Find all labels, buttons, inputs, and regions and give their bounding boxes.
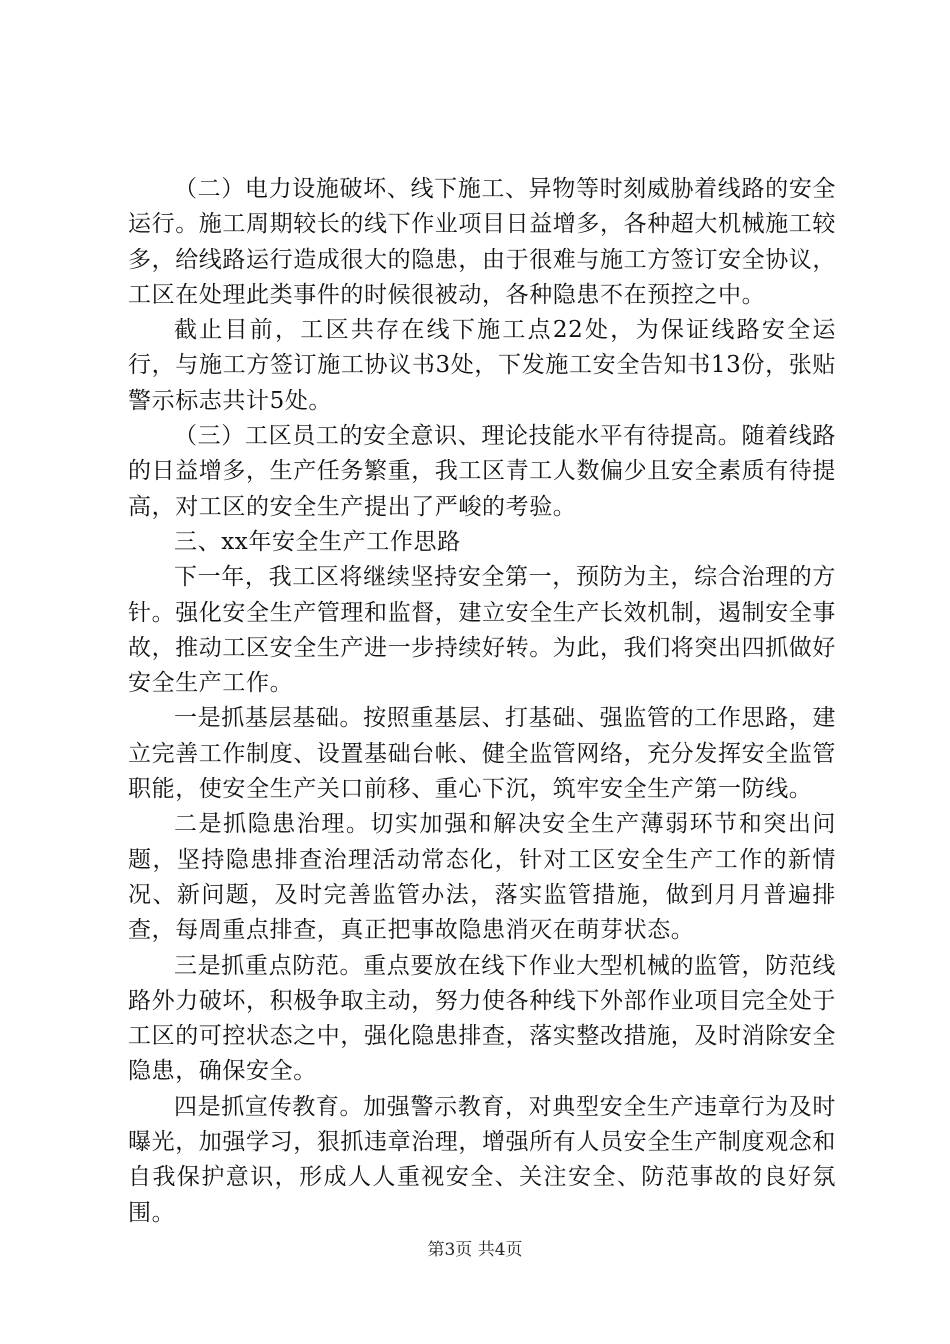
section-heading-work-plan: 三、xx年安全生产工作思路: [174, 528, 461, 555]
paragraph-staff-awareness: （三）工区员工的安全意识、理论技能水平有待提高。随着线路的日益增多，生产任务繁重，我工区青工人数偏少且安全素质有待提高，对工区的安全生产提出了严峻的考验。: [128, 423, 836, 520]
paragraph-key-prevention: 三是抓重点防范。重点要放在线下作业大型机械的监管，防范线路外力破坏，积极争取主动，努力使各种线下外部作业项目完全处于工区的可控状态之中，强化隐患排查，落实整改措施，及时消除安全隐患，确保安全。: [128, 952, 836, 1085]
page-number: 第3页 共4页: [427, 1240, 523, 1260]
paragraph-next-year-policy: 下一年，我工区将继续坚持安全第一，预防为主，综合治理的方针。强化安全生产管理和监督，建立安全生产长效机制，遏制安全事故，推动工区安全生产进一步持续好转。为此，我们将突出四抓做好安全生产工作。: [128, 564, 836, 697]
paragraph-safety-threats: （二）电力设施破坏、线下施工、异物等时刻威胁着线路的安全运行。施工周期较长的线下作业项目日益增多，各种超大机械施工较多，给线路运行造成很大的隐患，由于很难与施工方签订安全协议，工区在处理此类事件的时候很被动，各种隐患不在预控之中。: [128, 176, 836, 308]
paragraph-grassroots-foundation: 一是抓基层基础。按照重基层、打基础、强监管的工作思路，建立完善工作制度、设置基础台帐、健全监管网络，充分发挥安全监管职能，使安全生产关口前移、重心下沉，筑牢安全生产第一防线。: [128, 705, 836, 803]
page-footer: [0, 1240, 950, 1260]
document-body: [128, 172, 836, 1231]
paragraph-construction-sites: 截止目前，工区共存在线下施工点22处，为保证线路安全运行，与施工方签订施工协议书3处，下发施工安全告知书13份，张贴警示标志共计5处。: [128, 317, 836, 414]
paragraph-hazard-governance: 二是抓隐患治理。切实加强和解决安全生产薄弱环节和突出问题，坚持隐患排查治理活动常态化，针对工区安全生产工作的新情况、新问题，及时完善监管办法，落实监管措施，做到月月普遍排查，每周重点排查，真正把事故隐患消灭在萌芽状态。: [128, 811, 836, 944]
paragraph-publicity-education: 四是抓宣传教育。加强警示教育，对典型安全生产违章行为及时曝光，加强学习，狠抓违章治理，增强所有人员安全生产制度观念和自我保护意识，形成人人重视安全、关注安全、防范事故的良好氛围。: [128, 1093, 836, 1226]
